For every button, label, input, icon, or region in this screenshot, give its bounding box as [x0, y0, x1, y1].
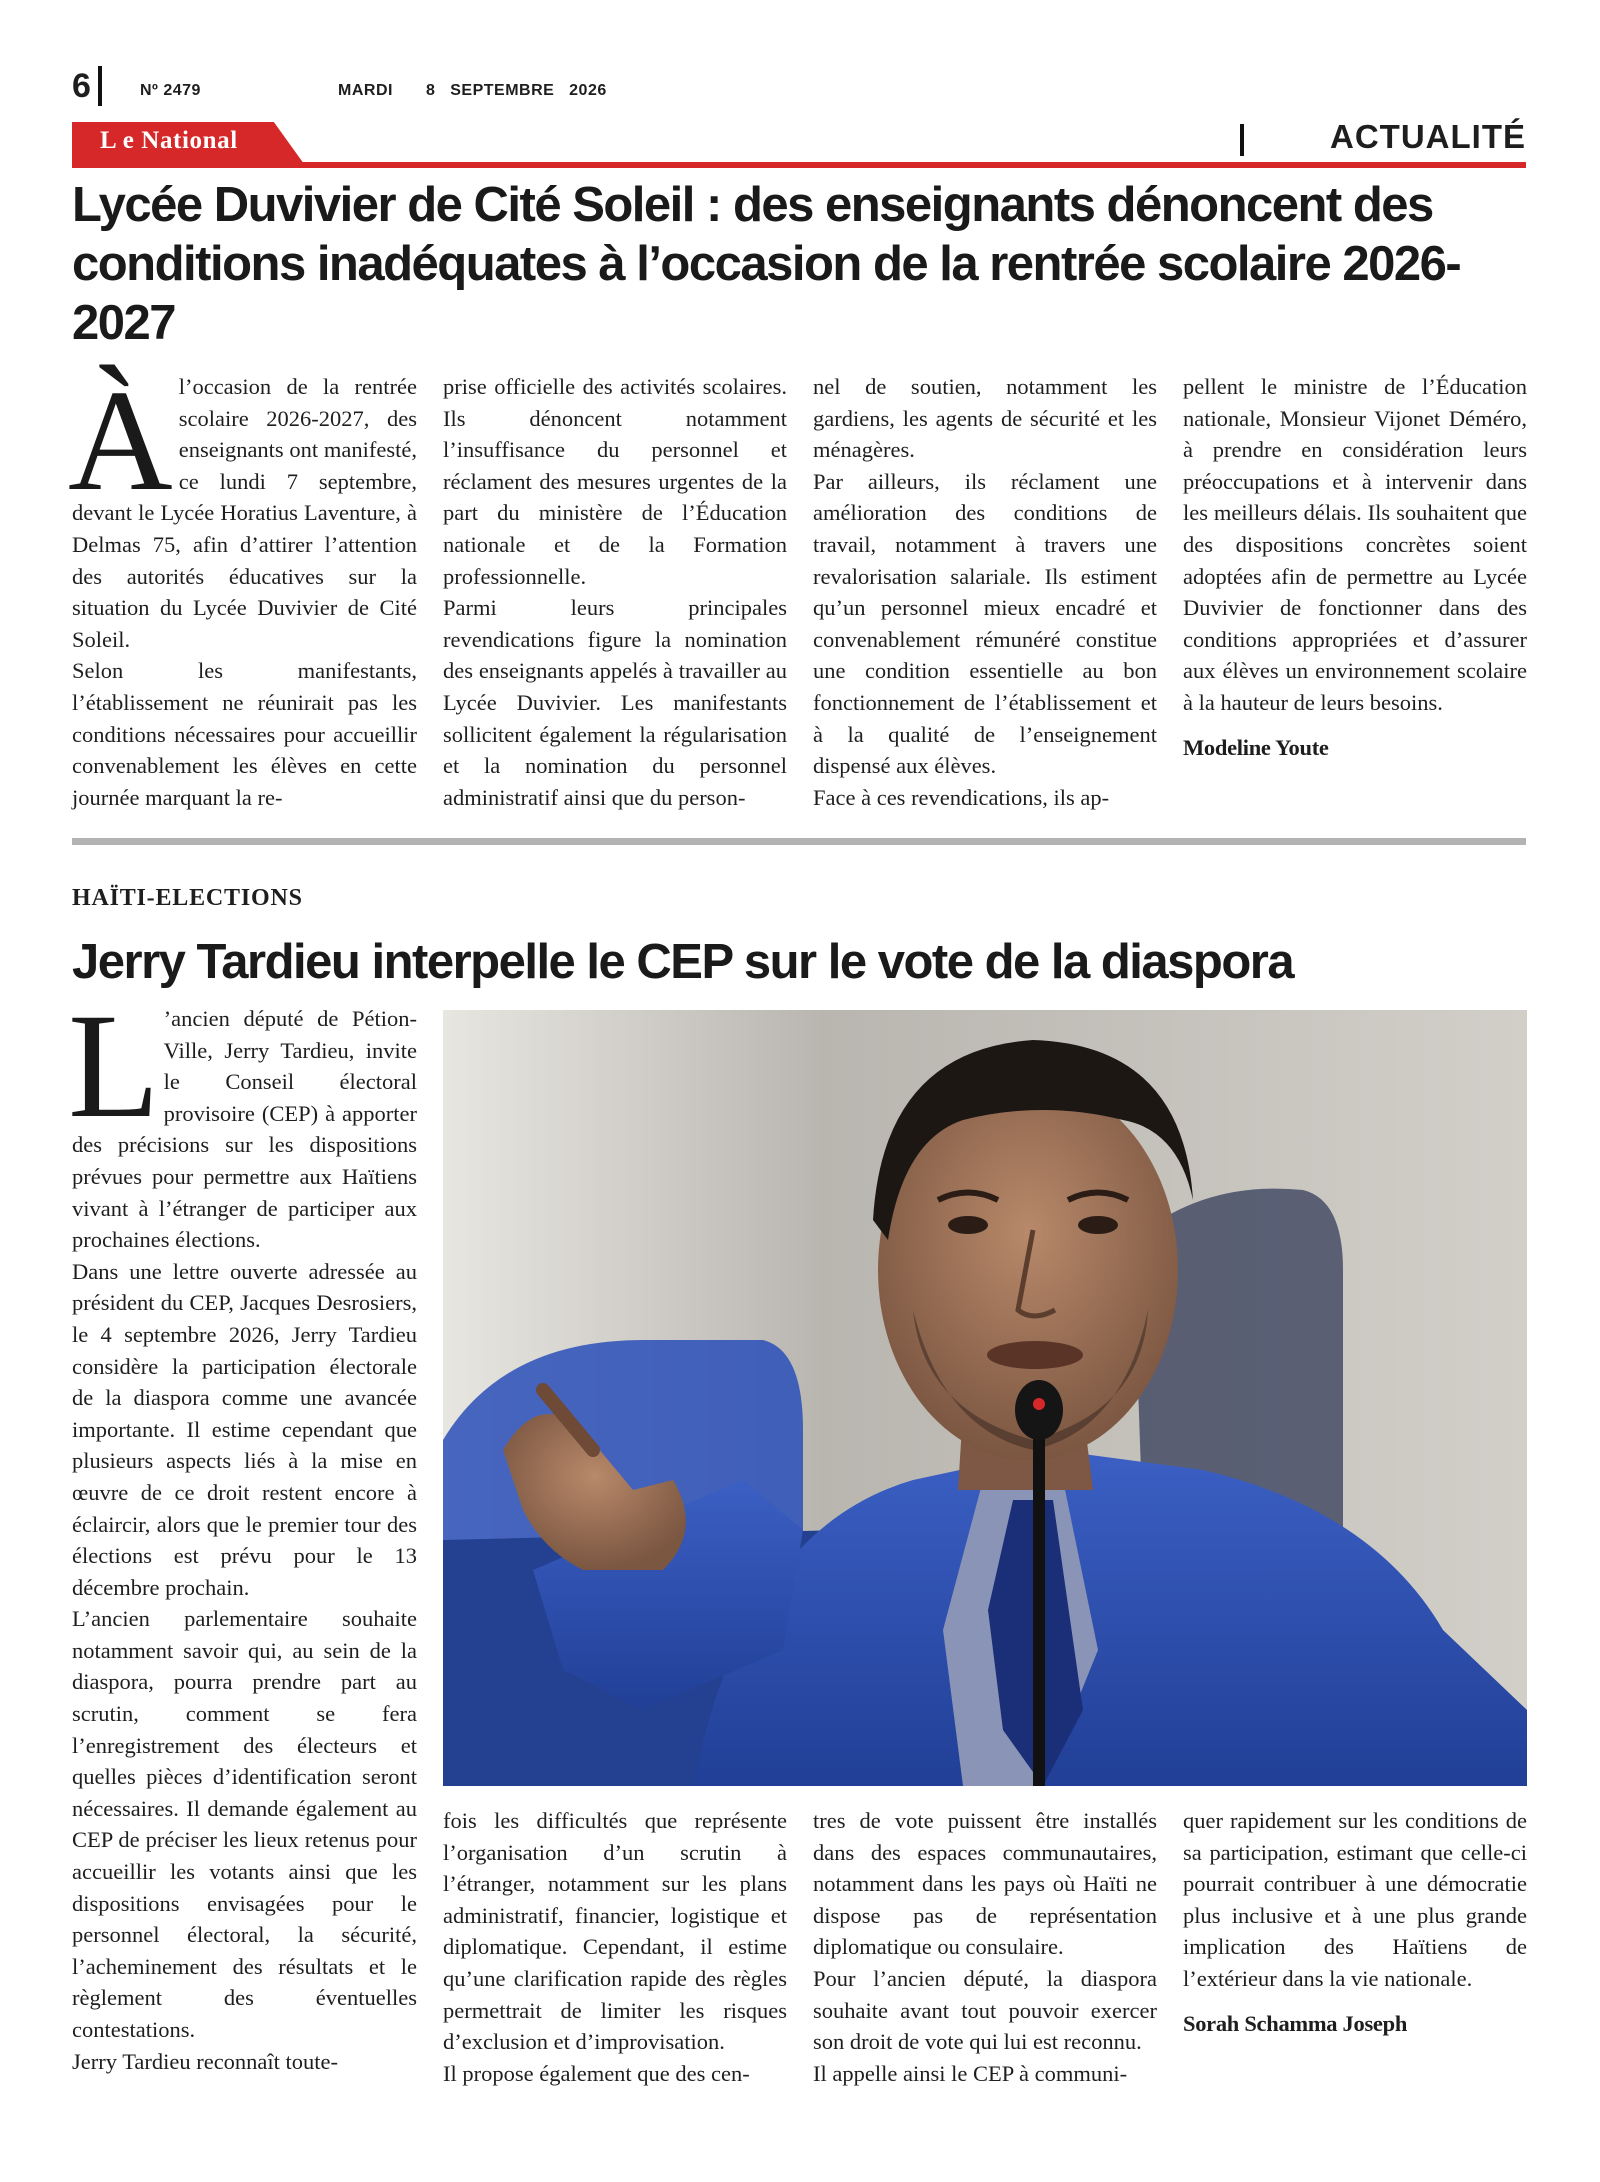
article-1-headline: Lycée Duvivier de Cité Soleil : des enseignants dénoncent des conditions inadéquates à l’occasion de la rentrée scolaire 2026-2027: [72, 178, 1461, 350]
article-2-dropcap: L: [68, 983, 160, 1149]
article-2-col-3-p1: tres de vote puissent être installés dans des espaces communautaires, notamment dans les pays où Haïti ne dispose pas de représentation diplomatique ou consulaire.: [813, 1808, 1157, 1960]
article-1-column-4: [1183, 371, 1527, 763]
article-1-col-3-p3: Face à ces revendications, ils ap-: [813, 784, 1110, 810]
header-rule: [72, 162, 1526, 168]
article-1-column-1: [68, 361, 417, 813]
issue-number: Nº 2479: [140, 82, 201, 99]
article-2-headline: Jerry Tardieu interpelle le CEP sur le vote de la diaspora: [72, 935, 1294, 989]
article-1-col-4-p1: pellent le ministre de l’Éducation nationale, Monsieur Vijonet Déméro, à prendre en considération leurs préoccupations et à intervenir dans les meilleurs délais. Ils souhaitent que des dispositions concrètes soient adoptées afin de permettre au Lycée Duvivier de fonctionner dans des conditions appropriées et d’assurer aux élèves un environnement scolaire à la hauteur de leurs besoins.: [1183, 374, 1527, 715]
article-2-col-4-p1: quer rapidement sur les conditions de sa participation, estimant que celle-ci pourrait contribuer à une démocratie plus inclusive et à une plus grande implication des Haïtiens de l’extérieur dans la vie nationale.: [1183, 1808, 1527, 1991]
brand-name: L e National: [100, 127, 238, 154]
article-2-kicker: HAÏTI-ELECTIONS: [72, 885, 303, 911]
article-1-column-3: [813, 371, 1157, 813]
article-1-col-2-p2: Parmi leurs principales revendications figure la nomination des enseignants appelés à travailler au Lycée Duvivier. Les manifestants sollicitent également la régularisation et la nomination du personnel administratif ainsi que du person-: [443, 595, 787, 810]
article-2-col-3-p2: Pour l’ancien député, la diaspora souhaite avant tout pouvoir exercer son droit de vote qui lui est reconnu.: [813, 1965, 1157, 2055]
article-2-col-2-p2: Il propose également que des cen-: [443, 2060, 750, 2086]
section-divider: [1240, 124, 1244, 156]
article-1-col-2-p1: prise officielle des activités scolaires. Ils dénoncent notamment l’insuffisance du personnel et réclament des mesures urgentes de la part du ministère de l’Éducation nationale et de la Formation professionnelle.: [443, 374, 787, 589]
article-1-author: Modeline Youte: [1183, 734, 1329, 760]
article-1-col-1-text: [68, 361, 417, 655]
article-2-col-1-p2: Dans une lettre ouverte adressée au président du CEP, Jacques Desrosiers, le 4 septembre 2026, Jerry Tardieu considère la participation électorale de la diaspora comme une avancée importante. Il estime cependant que plusieurs aspects liés à la mise en œuvre de ce droit restent encore à éclaircir, alors que le premier tour des élections est prévu pour le 13 décembre prochain.: [72, 1258, 417, 1600]
article-2-col-1-p4: Jerry Tardieu reconnaît toute-: [72, 2048, 339, 2074]
article-separator: [72, 838, 1526, 845]
article-2-col-1-p3: L’ancien parlementaire souhaite notamment savoir qui, au sein de la diaspora, pourra prendre part au scrutin, comment se fera l’enregistrement des électeurs et quelles pièces d’identification seront nécessaires. Il demande également au CEP de préciser les lieux retenus pour accueillir les votants ainsi que les dispositions envisagées pour le personnel électoral, la sécurité, l’acheminement des résultats et le règlement des éventuelles contestations.: [72, 1606, 417, 2042]
article-2-column-4: [1183, 1805, 1527, 2039]
article-2-column-3: [813, 1805, 1157, 2089]
article-1-col-1-p2: Selon les manifestants, l’établissement ne réunirait pas les conditions nécessaires pour accueillir convenablement les élèves en cette journée marquant la re-: [72, 658, 417, 810]
article-1-col-3-p2: Par ailleurs, ils réclament une amélioration des conditions de travail, notamment à travers une revalorisation salariale. Ils estiment qu’un personnel mieux encadré et convenablement rémunéré constitue une condition essentielle au bon fonctionnement de l’établissement et à la qualité de l’enseignement dispensé aux élèves.: [813, 468, 1157, 779]
section-title: ACTUALITÉ: [1330, 118, 1526, 155]
article-1-col-1-p1: l’occasion de la rentrée scolaire 2026-2027, des enseignants ont manifesté, ce lundi 7 septembre, devant le Lycée Horatius Laventure, à Delmas 75, afin d’attirer l’attention des autorités éducatives sur la situation du Lycée Duvivier de Cité Soleil.: [72, 374, 417, 652]
article-2-col-1-p1: ’ancien député de Pétion-Ville, Jerry Tardieu, invite le Conseil électoral provisoire (CEP) à apporter des précisions sur les dispositions prévues pour permettre aux Haïtiens vivant à l’étranger de participer aux prochaines élections.: [72, 1006, 417, 1253]
page-number: 6: [72, 67, 91, 105]
article-1-col-3-p1: nel de soutien, notamment les gardiens, les agents de sécurité et les ménagères.: [813, 374, 1157, 463]
article-2-col-2-p1: fois les difficultés que représente l’organisation d’un scrutin à l’étranger, notamment sur les plans administratif, financier, logistique et diplomatique. Cependant, il estime qu’une clarification rapide des règles permettrait de limiter les risques d’exclusion et d’improvisation.: [443, 1808, 787, 2055]
article-1-dropcap: À: [68, 361, 173, 521]
article-2-author: Sorah Schamma Joseph: [1183, 2010, 1408, 2036]
article-2-col-1-text: [68, 983, 417, 1256]
article-1-column-2: [443, 371, 787, 813]
issue-day: MARDI: [338, 82, 393, 99]
page-number-divider: [98, 66, 102, 106]
article-2-col-3-p3: Il appelle ainsi le CEP à communi-: [813, 2060, 1128, 2086]
article-2-column-2: [443, 1805, 787, 2089]
issue-date: 8 SEPTEMBRE 2026: [426, 82, 607, 99]
man-speaking-at-microphone-photo: [443, 1010, 1527, 1786]
article-2-column-1: [68, 983, 417, 2077]
